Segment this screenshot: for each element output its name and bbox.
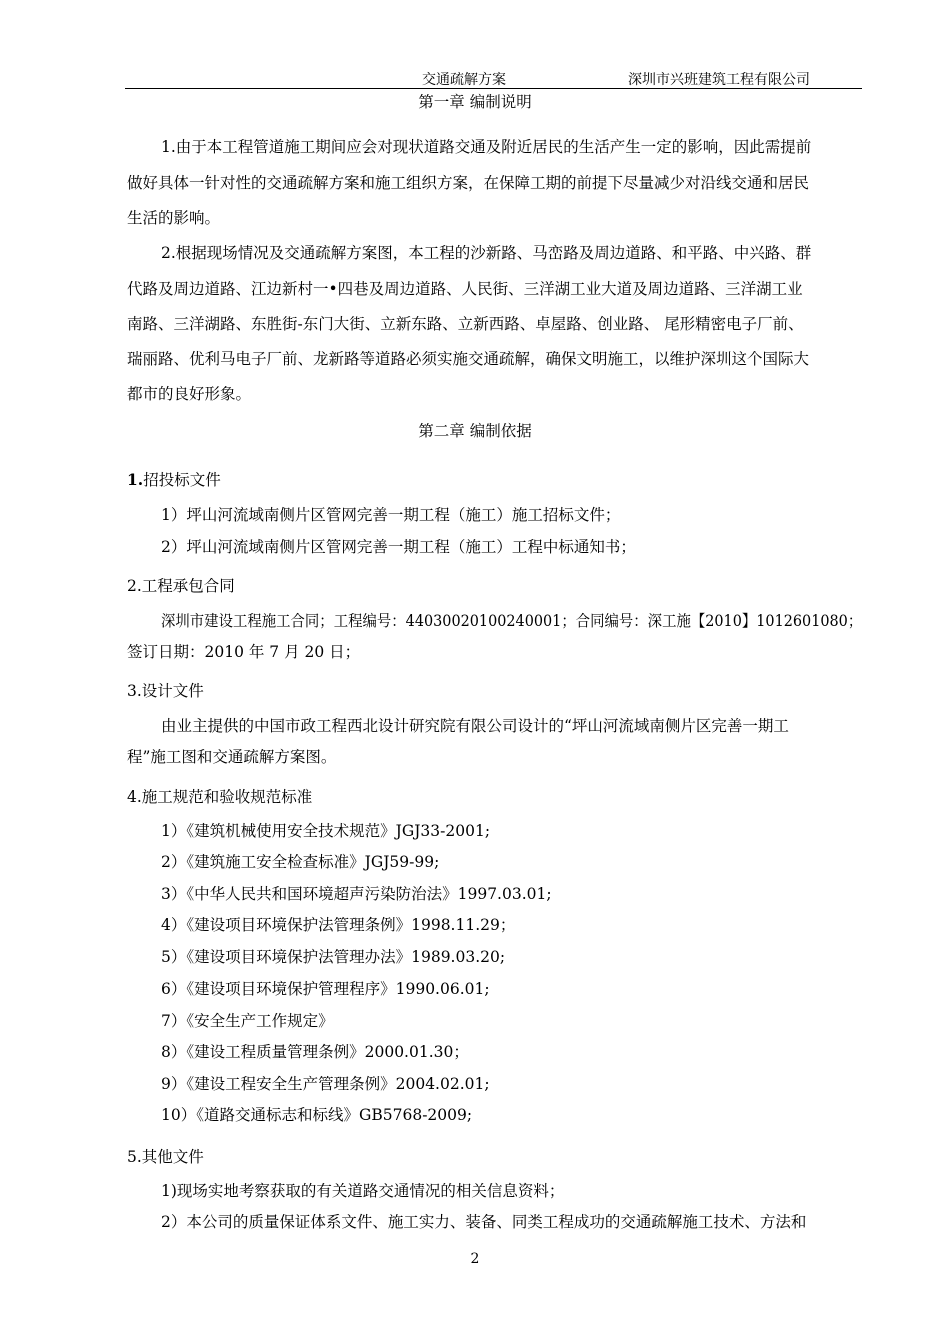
paragraph-line: 代路及周边道路、江边新村一•四巷及周边道路、人民街、三洋湖工业大道及周边道路、三洋湖工业 — [127, 280, 803, 298]
list-item: 2）本公司的质量保证体系文件、施工实力、装备、同类工程成功的交通疏解施工技术、方法和 — [161, 1213, 807, 1231]
paragraph-line: 由业主提供的中国市政工程西北设计研究院有限公司设计的“坪山河流域南侧片区完善一期工 — [161, 717, 789, 735]
section-5-heading: 5.其他文件 — [127, 1148, 204, 1166]
list-item: 2）坪山河流域南侧片区管网完善一期工程（施工）工程中标通知书； — [161, 538, 636, 556]
list-item: 4）《建设项目环境保护法管理条例》1998.11.29； — [161, 916, 516, 934]
list-item: 8）《建设工程质量管理条例》2000.01.30； — [161, 1043, 469, 1061]
list-item: 10）《道路交通标志和标线》GB5768-2009; — [161, 1106, 473, 1124]
page-number: 2 — [470, 1251, 480, 1267]
section-3-heading: 3.设计文件 — [127, 682, 204, 700]
paragraph-line: 做好具体一针对性的交通疏解方案和施工组织方案，在保障工期的前提下尽量减少对沿线交通和居民 — [127, 174, 810, 192]
chapter-2-title: 第二章 编制依据 — [418, 422, 532, 440]
list-item: 6）《建设项目环境保护管理程序》1990.06.01; — [161, 980, 490, 998]
paragraph-line: 程”施工图和交通疏解方案图。 — [127, 748, 337, 766]
section-1-number: 1. — [127, 470, 144, 489]
paragraph-line: 生活的影响。 — [127, 209, 221, 227]
section-1-heading — [127, 470, 221, 490]
page-header — [125, 66, 862, 89]
paragraph-line: 签订日期：2010 年 7 月 20 日； — [127, 643, 361, 661]
paragraph-line: 南路、三洋湖路、东胜街-东门大街、立新东路、立新西路、卓屋路、创业路、 尾形精密电子厂前、 — [127, 315, 804, 333]
paragraph-line: 1.由于本工程管道施工期间应会对现状道路交通及附近居民的生活产生一定的影响，因此需提前 — [161, 138, 812, 156]
list-item: 1）《建筑机械使用安全技术规范》JGJ33-2001; — [161, 822, 491, 840]
list-item: 1)现场实地考察获取的有关道路交通情况的相关信息资料； — [161, 1182, 565, 1200]
list-item: 3）《中华人民共和国环境超声污染防治法》1997.03.01; — [161, 885, 552, 903]
section-4-heading: 4.施工规范和验收规范标准 — [127, 788, 313, 806]
paragraph-line: 2.根据现场情况及交通疏解方案图，本工程的沙新路、马峦路及周边道路、和平路、中兴路、群 — [161, 244, 812, 262]
paragraph-line: 都市的良好形象。 — [127, 385, 252, 403]
list-item: 7）《安全生产工作规定》 — [161, 1012, 334, 1030]
header-company-name: 深圳市兴班建筑工程有限公司 — [628, 72, 810, 88]
list-item: 1）坪山河流域南侧片区管网完善一期工程（施工）施工招标文件； — [161, 506, 621, 524]
header-doc-title: 交通疏解方案 — [422, 72, 506, 88]
list-item: 9）《建设工程安全生产管理条例》2004.02.01; — [161, 1075, 490, 1093]
section-1-title: 招投标文件 — [143, 471, 221, 489]
section-2-heading: 2.工程承包合同 — [127, 577, 235, 595]
paragraph-line: 瑞丽路、优利马电子厂前、龙新路等道路必须实施交通疏解，确保文明施工，以维护深圳这个国际大 — [127, 350, 810, 368]
paragraph-line: 深圳市建设工程施工合同；工程编号：44030020100240001；合同编号：深工施【2010】1012601080； — [161, 612, 863, 630]
chapter-1-title: 第一章 编制说明 — [418, 93, 532, 111]
list-item: 2）《建筑施工安全检查标准》JGJ59-99; — [161, 853, 440, 871]
list-item: 5）《建设项目环境保护法管理办法》1989.03.20; — [161, 948, 506, 966]
